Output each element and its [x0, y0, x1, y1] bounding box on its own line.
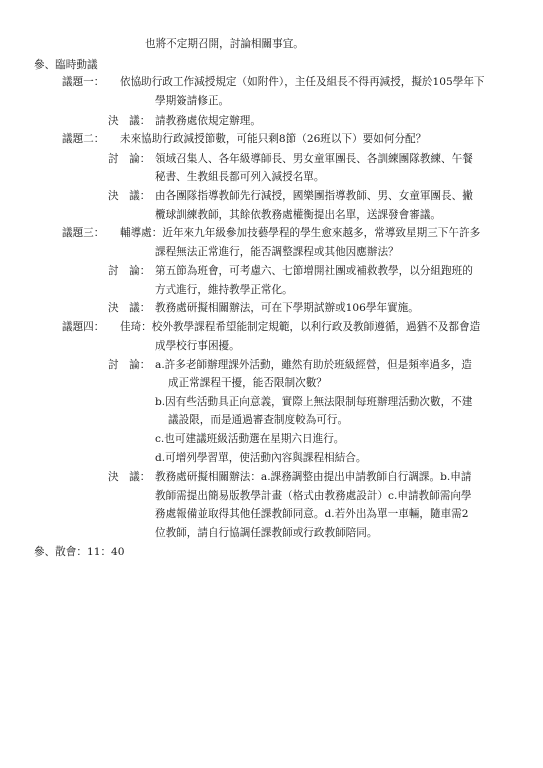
issue-3-discussion-label: 討 論：	[108, 265, 151, 277]
issue-3-label: 議題三：	[62, 227, 105, 239]
issue-3-decision-line: 教務處研擬相關辦法，可在下學期試辦或106學年實施。	[155, 302, 419, 314]
issue-1-decision-label: 決 議：	[108, 115, 151, 127]
issue-2-label: 議題二：	[62, 133, 105, 145]
issue-2-decision-line: 由各團隊指導教師先行減授，國樂團指導教師、男、女童軍團長、撇	[155, 190, 473, 202]
section-extra-motions: 參、臨時動議	[34, 59, 98, 71]
issue-4-label: 議題四：	[62, 321, 105, 333]
issue-1-text-line: 學期簽請修正。	[155, 95, 230, 107]
issue-4-discussion-item: b.因有些活動具正向意義，實際上無法限制每班辦理活動次數，不建	[155, 396, 473, 408]
intro-line: 也將不定期召開，討論相關事宜。	[145, 38, 304, 50]
issue-4-discussion-label: 討 論：	[108, 359, 151, 371]
issue-4-discussion-item: c.也可建議班級活動選在星期六日進行。	[155, 433, 345, 445]
issue-2-discussion-line: 領域召集人、各年級導師長、男女童軍團長、各訓練團隊教練、午餐	[155, 153, 473, 165]
issue-4-decision-line: 務處報備並取得其他任課教師同意。d.若外出為單一車輛，隨車需2	[155, 508, 469, 520]
issue-3-text-line: 課程無法正常進行，能否調整課程或其他因應辦法？	[155, 246, 399, 258]
issue-4-decision-label: 決 議：	[108, 471, 151, 483]
issue-2-discussion-line: 秘書、生教組長都可列入減授名單。	[155, 171, 325, 183]
issue-4-text-line: 佳琦：校外教學課程希望能制定規範，以利行政及教師遵循，過猶不及都會造	[120, 321, 481, 333]
issue-4-discussion-item: 成正常課程干擾，能否限制次數？	[168, 377, 327, 389]
issue-1-decision-line: 請教務處依規定辦理。	[155, 115, 261, 127]
issue-3-discussion-line: 方式進行，維持教學正常化。	[155, 284, 293, 296]
issue-2-decision-label: 決 議：	[108, 190, 151, 202]
issue-3-text-line: 輔導處：近年來九年級參加技藝學程的學生愈來越多，常導致星期三下午許多	[120, 227, 481, 239]
issue-2-text-line: 未來協助行政減授節數，可能只剩8節（26班以下）要如何分配？	[120, 133, 427, 145]
issue-3-decision-label: 決 議：	[108, 302, 151, 314]
issue-1-label: 議題一：	[62, 76, 105, 88]
issue-2-discussion-label: 討 論：	[108, 153, 151, 165]
issue-1-text-line: 依協助行政工作減授規定（如附件），主任及組長不得再減授，擬於105學年下	[120, 76, 485, 88]
issue-4-discussion-item: 議設限，而是通過審查制度較為可行。	[168, 414, 349, 426]
issue-2-decision-line: 欖球訓練教師，其餘依教務處權衡提出名單，送課發會審議。	[155, 209, 442, 221]
issue-4-discussion-item: a.許多老師辦理課外活動，雖然有助於班級經營，但是頻率過多，造	[155, 359, 472, 371]
adjourn-line: 參、散會：11：40	[34, 546, 125, 558]
issue-4-decision-line: 位教師，請自行協調任課教師或行政教師陪同。	[155, 527, 378, 539]
issue-4-text-line: 成學校行事困擾。	[155, 340, 240, 352]
issue-4-decision-line: 教師需提出簡易版教學計畫（格式由教務處設計）c.申請教師需向學	[155, 490, 472, 502]
issue-3-discussion-line: 第五節為班會，可考慮六、七節增開社團或補救教學，以分組跑班的	[155, 265, 473, 277]
issue-4-decision-line: 教務處研擬相關辦法：a.課務調整由提出申請教師自行調課。b.申請	[155, 471, 472, 483]
issue-4-discussion-item: d.可增列學習單，使活動內容與課程相結合。	[155, 452, 367, 464]
